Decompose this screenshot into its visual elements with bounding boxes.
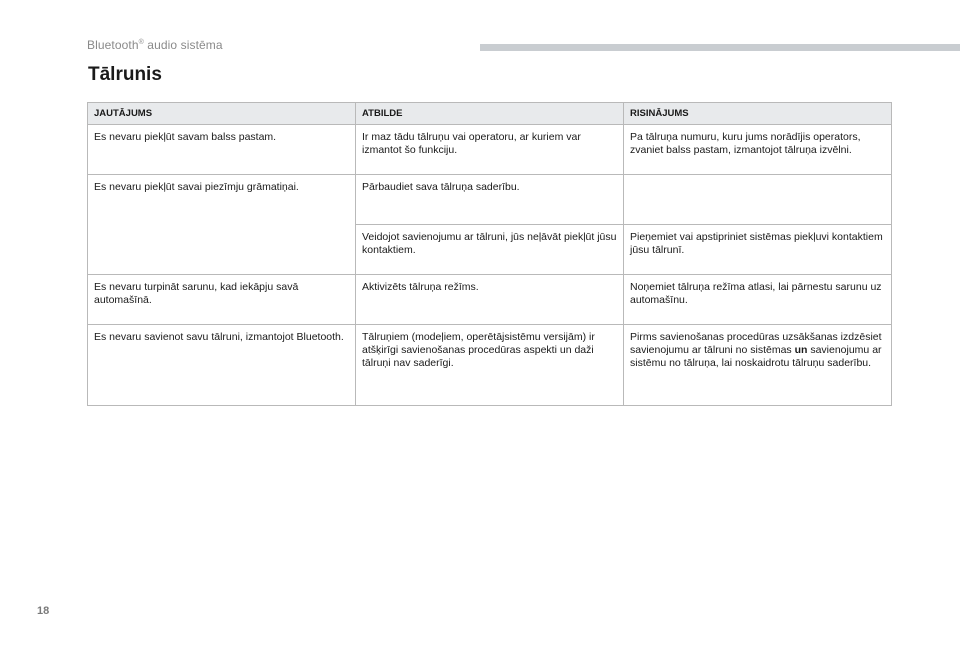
- solution-text: Pirms savienošanas procedūras uzsākšanas izdzēsiet savienojumu ar tālruni no sistēmas: [630, 331, 882, 356]
- section-header-suffix: audio sistēma: [143, 38, 223, 52]
- faq-table: [87, 102, 892, 406]
- table-row: [88, 275, 892, 325]
- answer-cell: Veidojot savienojumu ar tālruni, jūs neļāvāt piekļūt jūsu kontaktiem.: [356, 225, 624, 275]
- question-cell: Es nevaru savienot savu tālruni, izmantojot Bluetooth.: [88, 325, 356, 406]
- question-cell: Es nevaru piekļūt savam balss pastam.: [88, 125, 356, 175]
- solution-text: savienojumu ar sistēmu no tālruņa, lai noskaidrotu tālruņu saderību.: [630, 344, 882, 369]
- column-header-answer: ATBILDE: [356, 103, 624, 125]
- answer-cell: Tālruņiem (modeļiem, operētājsistēmu versijām) ir atšķirīgi savienošanas procedūras aspekti un daži tālruņi nav saderīgi.: [356, 325, 624, 406]
- answer-cell: Pārbaudiet sava tālruņa saderību.: [356, 175, 624, 225]
- section-header-prefix: Bluetooth: [87, 38, 139, 52]
- solution-cell: Pieņemiet vai apstipriniet sistēmas piekļuvi kontaktiem jūsu tālrunī.: [624, 225, 892, 275]
- solution-cell: [624, 175, 892, 225]
- question-cell: Es nevaru turpināt sarunu, kad iekāpju savā automašīnā.: [88, 275, 356, 325]
- table-row: [88, 175, 892, 225]
- section-header: [87, 38, 223, 52]
- solution-cell: Pa tālruņa numuru, kuru jums norādījis operators, zvaniet balss pastam, izmantojot tālruņa izvēlni.: [624, 125, 892, 175]
- table-row: [88, 325, 892, 406]
- page-title: Tālrunis: [88, 64, 162, 85]
- table-header-row: [88, 103, 892, 125]
- header-bar: [480, 44, 960, 51]
- answer-cell: Ir maz tādu tālruņu vai operatoru, ar kuriem var izmantot šo funkciju.: [356, 125, 624, 175]
- answer-cell: Aktivizēts tālruņa režīms.: [356, 275, 624, 325]
- registered-mark: ®: [138, 39, 144, 46]
- question-cell: Es nevaru piekļūt savai piezīmju grāmatiņai.: [88, 175, 356, 275]
- page-number: 18: [37, 605, 50, 617]
- column-header-solution: RISINĀJUMS: [624, 103, 892, 125]
- column-header-question: JAUTĀJUMS: [88, 103, 356, 125]
- solution-cell: [624, 325, 892, 406]
- solution-cell: Noņemiet tālruņa režīma atlasi, lai pārnestu sarunu uz automašīnu.: [624, 275, 892, 325]
- table-row: [88, 125, 892, 175]
- solution-emphasis: un: [794, 344, 808, 356]
